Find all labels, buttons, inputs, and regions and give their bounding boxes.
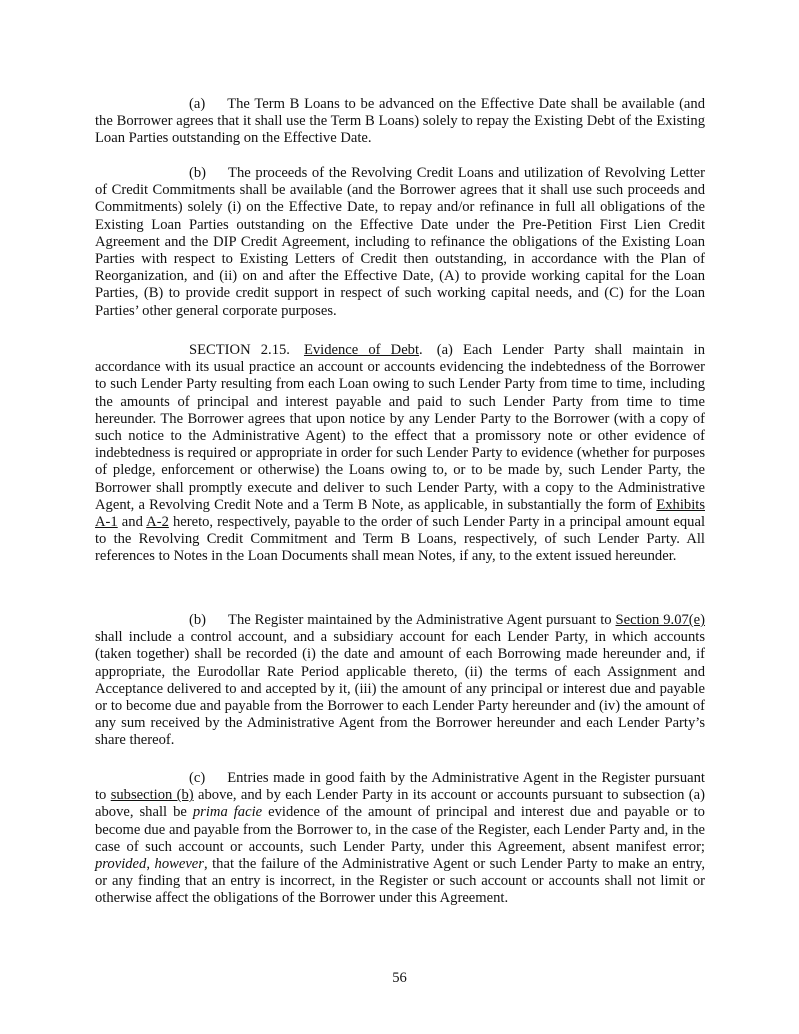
paragraph-c (95, 770, 705, 908)
paragraph-b2 (95, 612, 705, 750)
paragraph-c-text-2: above, and by each Lender Party in its account or accounts pursuant to subsection (a) above, shall be (95, 787, 705, 821)
section-2-15-text-1: Each Lender Party shall maintain in accordance with its usual practice an account or accounts evidencing the indebtedness of the Borrower to such Lender Party resulting from each Loan owing to such Lender Party from time to time, including the amounts of principal and interest payable and paid to such Lender Party from time to time hereunder. The Borrower agrees that upon notice by any Lender Party to the Borrower (with a copy of such notice to the Administrative Agent) to the effect that a promissory note or other evidence of indebtedness is required or appropriate in order for such Lender Party to evidence (whether for purposes of pledge, enforcement or otherwise) the Loans owing to, or to be made by, such Lender Party, the Borrower shall promptly execute and deliver to such Lender Party, with a copy to the Administrative Agent, a Revolving Credit Note and a Term B Note, as applicable, in substantially the form of (95, 342, 705, 513)
provided-italic: provided (95, 856, 147, 873)
paragraph-b (95, 165, 705, 320)
paragraph-b2-text-1: The Register maintained by the Administrative Agent pursuant to (228, 612, 612, 628)
paragraph-c-text-1: Entries made in good faith by the Administrative Agent in the Register pursuant to (95, 770, 705, 804)
paragraph-b2-label: (b) (189, 612, 207, 628)
section-2-15-paragraph (95, 342, 705, 566)
section-9-07e-reference: Section 9.07(e) (615, 612, 705, 628)
section-2-15-text-3: hereto, respectively, payable to the order of such Lender Party in a principal amount equal to the Revolving Credit Commitment and Term B Loans, respectively, of such Lender Party. All references to Notes in the Loan Documents shall mean Notes, if any, to the extent issued hereunder. (95, 514, 705, 565)
paragraph-c-text-3: evidence of the amount of principal and interest due and payable or to become due and payable from the Borrower to, in the case of the Register, each Lender Party and, in the case of such account or accounts, such Lender Party, under this Agreement, absent manifest error; (95, 804, 705, 855)
paragraph-c-label: (c) (189, 770, 206, 786)
page-number: 56 (392, 970, 407, 986)
paragraph-b2-text-2: shall include a control account, and a subsidiary account for each Lender Party, in which accounts (taken together) shall be recorded (i) the date and amount of each Borrowing made hereunder and, if appropriate, the Eurodollar Rate Period applicable thereto, (ii) the terms of each Assignment and Acceptance delivered to and accepted by it, (iii) the amount of any principal or interest due and payable or to become due and payable from the Borrower to each Lender Party hereunder and (iv) the amount of any sum received by the Administrative Agent from the Borrower hereunder and each Lender Party’s share thereof. (95, 629, 705, 749)
section-heading: SECTION 2.15. (189, 342, 290, 358)
section-title: Evidence of Debt (303, 342, 420, 358)
paragraph-b-text: The proceeds of the Revolving Credit Loans and utilization of Revolving Letter of Credit Commitments shall be available (and the Borrower agrees that it shall use such proceeds and Commitments) solely (i) on the Effective Date, to repay and/or refinance in full all obligations of the Existing Loan Parties outstanding on the Effective Date under the Pre-Petition First Lien Credit Agreement and the DIP Credit Agreement, including to refinance the obligations of the Existing Loan Parties with respect to Existing Letters of Credit then outstanding, in accordance with the Plan of Reorganization, and (ii) on and after the Effective Date, (A) to provide working capital for the Loan Parties, (B) to provide credit support in respect of such working capital needs, and (C) for the Loan Parties’ other general corporate purposes. (95, 165, 705, 319)
paragraph-a (95, 96, 705, 148)
section-2-15-label: (a) (436, 342, 453, 358)
paragraph-a-text: The Term B Loans to be advanced on the Effective Date shall be available (and the Borrower agrees that it shall use the Term B Loans) solely to repay the Existing Debt of the Existing Loan Parties outstanding on the Effective Date. (95, 96, 705, 147)
paragraph-c-text-4: , (146, 856, 150, 873)
section-title-period: . (419, 342, 423, 358)
however-italic: however (154, 856, 204, 873)
paragraph-b-label: (b) (189, 165, 207, 181)
prima-facie-italic: prima facie (192, 804, 263, 821)
subsection-b-reference: subsection (b) (110, 787, 194, 804)
exhibits-a1-reference: Exhibits A-1 (95, 496, 705, 531)
section-2-15-text-2: and (121, 514, 143, 531)
a2-reference: A-2 (146, 514, 169, 531)
paragraph-a-label: (a) (189, 96, 206, 112)
paragraph-c-text-5: , that the failure of the Administrative Agent or such Lender Party to make an entry, or any finding that an entry is incorrect, in the Register or such account or accounts shall not limit or otherwise affect the obligations of the Borrower under this Agreement. (95, 856, 705, 907)
